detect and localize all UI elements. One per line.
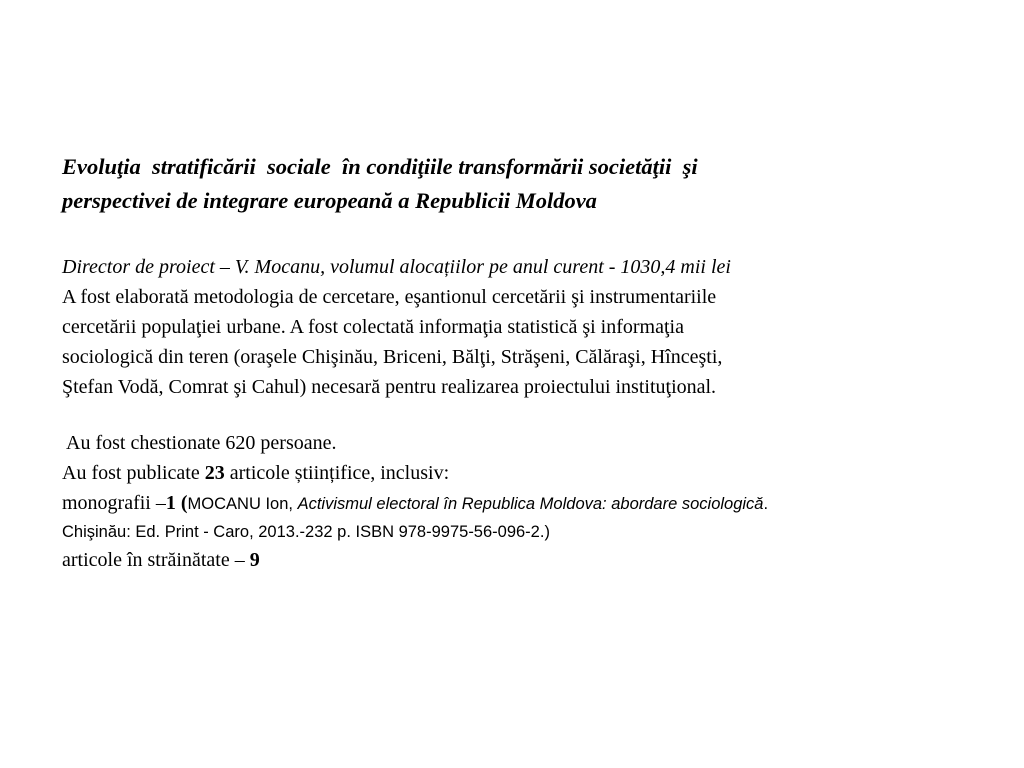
published-prefix: Au fost publicate (62, 462, 205, 484)
published-count: 23 (204, 462, 225, 484)
director-line: Director de proiect – V. Mocanu, volumul alocațiilor pe anul curent - 1030,4 mii lei (62, 256, 731, 278)
monograph-author: MOCANU Ion, (187, 495, 298, 513)
abroad-count: 9 (249, 549, 260, 571)
abroad-line (62, 545, 1002, 575)
monographs-open-paren: ( (175, 492, 188, 514)
published-line (62, 458, 1002, 488)
title-line-1: Evoluţia stratificării sociale în condiţiile transformării societăţii şi (62, 154, 698, 179)
body-line-2: cercetării populaţiei urbane. A fost colectată informaţia statistică şi informaţia (62, 316, 684, 338)
title-line-2: perspectivei de integrare europeană a Republicii Moldova (62, 188, 597, 213)
surveyed-line: Au fost chestionate 620 persoane. (66, 432, 337, 454)
abroad-label: articole în străinătate – (62, 549, 250, 571)
monographs-label: monografii – (62, 492, 166, 514)
body-line-3: sociologică din teren (oraşele Chişinău, Briceni, Bălţi, Străşeni, Călăraşi, Hînceşti, (62, 346, 723, 368)
monograph-publication-line: Chişinău: Ed. Print - Caro, 2013.-232 p. ISBN 978-9975-56-096-2.) (62, 523, 550, 541)
body-line-4: Ştefan Vodă, Comrat şi Cahul) necesară pentru realizarea proiectului instituţional. (62, 376, 717, 398)
monograph-period: . (763, 495, 769, 513)
spacer (62, 218, 1002, 252)
body-line-1: A fost elaborată metodologia de cercetare, eşantionul cercetării şi instrumentariile (62, 286, 717, 308)
monographs-line (62, 488, 1002, 519)
monograph-title: Activismul electoral în Republica Moldova: abordare sociologică (297, 495, 764, 513)
monographs-count: 1 (165, 492, 176, 514)
spacer (62, 402, 1002, 428)
slide-content (62, 150, 1002, 575)
published-suffix: articole științifice, inclusiv: (224, 462, 450, 484)
